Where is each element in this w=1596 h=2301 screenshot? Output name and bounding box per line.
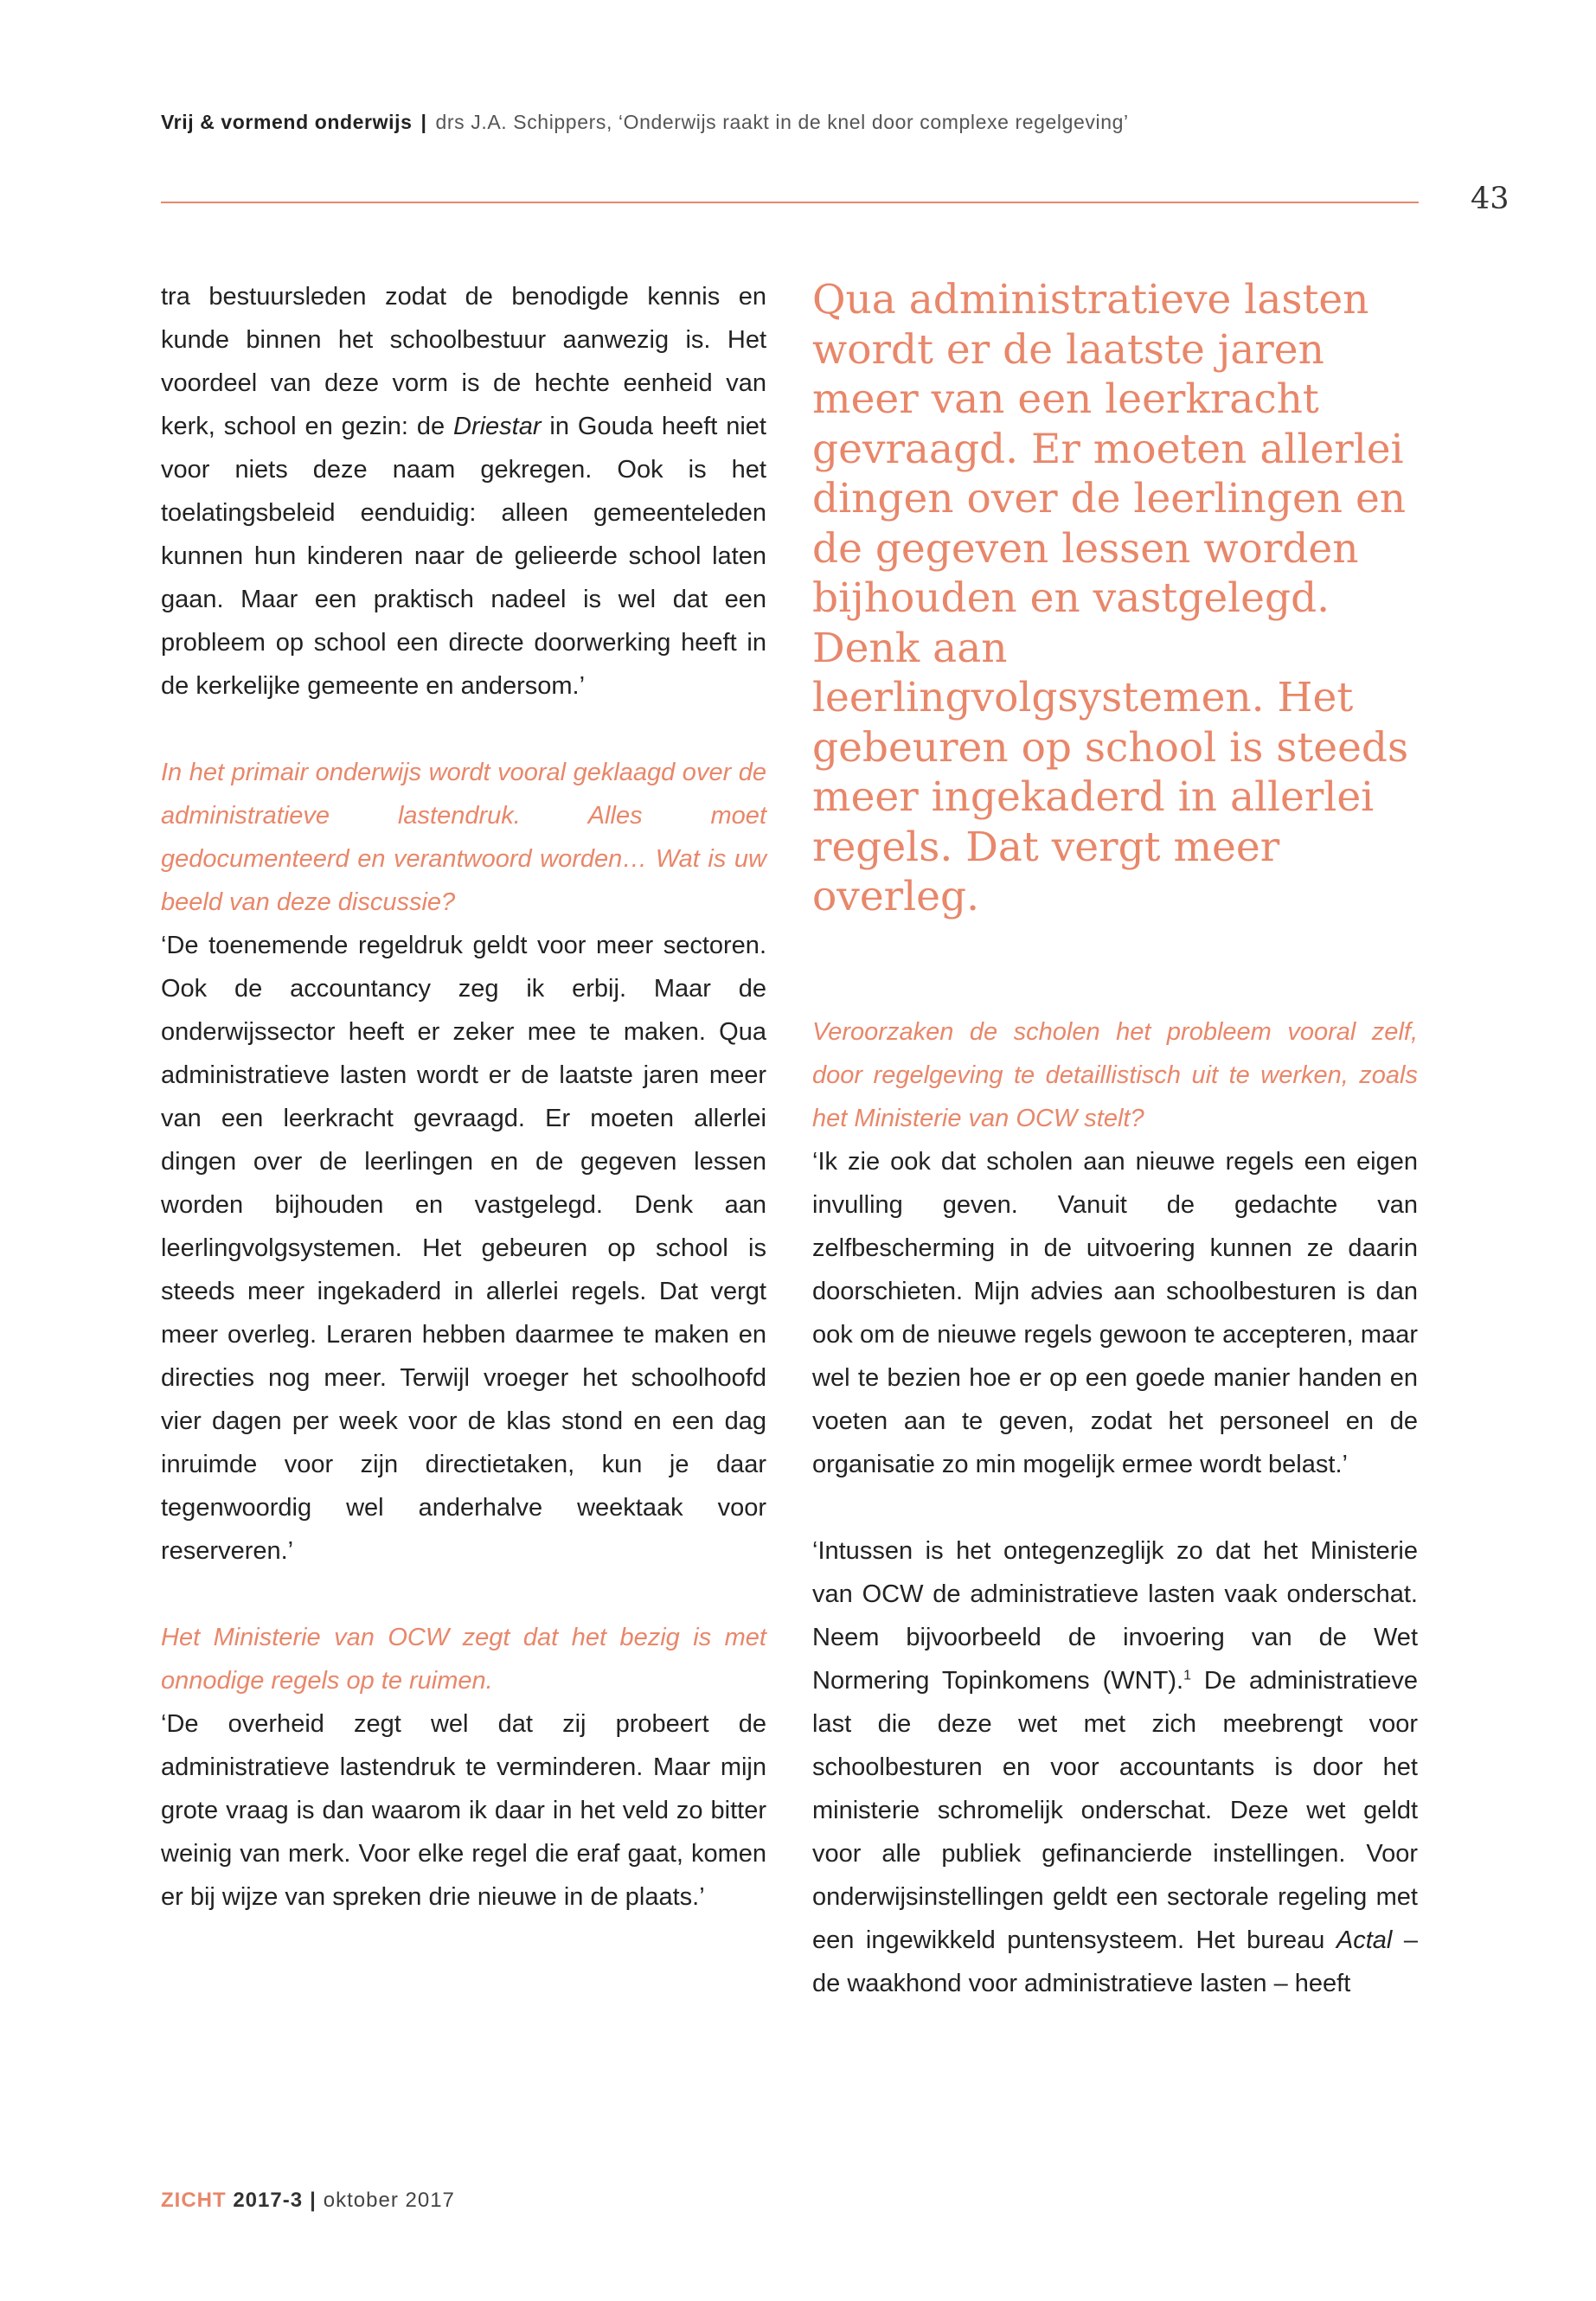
header-separator: |: [420, 111, 427, 133]
pull-quote: Qua administratieve lasten wordt er de laatste jaren meer van een leerkracht gevraagd. Er moeten allerlei dingen over de leerlingen en de gegeven lessen worden bijhouden en vastgelegd. Denk aan leerlingvolgsystemen. Het gebeuren op school is steeds meer ingekaderd in allerlei regels. Dat vergt meer overleg.: [812, 276, 1409, 920]
interview-question: Veroorzaken de scholen het probleem vooral zelf, door regelgeving te detaillistisch uit te werken, zoals het Ministerie van OCW stelt?: [812, 1017, 1418, 1132]
magazine-name: ZICHT: [161, 2189, 227, 2212]
left-column: [161, 275, 766, 1919]
paragraph-text: – de waakhond voor administratieve lasten – heeft: [812, 1926, 1418, 1997]
issue-date: oktober 2017: [323, 2189, 455, 2212]
paragraph-text: ‘Intussen is het ontegenzeglijk zo dat het Ministerie van OCW de administratieve lasten vaak onderschat. Neem bijvoorbeeld de invoering van de Wet Normering Topinkomens (WNT).: [812, 1536, 1418, 1695]
paragraph-text: in Gouda heeft niet voor niets deze naam gekregen. Ook is het toelatingsbeleid eenduidig: alleen gemeenteleden kunnen hun kinderen naar de gelieerde school laten gaan. Maar een praktisch nadeel is wel dat een probleem op school een directe doorwerking heeft in de kerkelijke gemeente en andersom.’: [161, 413, 766, 700]
paragraph-text: De administratieve last die deze wet met zich meebrengt voor schoolbesturen en voor accountants is door het ministerie schromelijk onderschat. Deze wet geldt voor alle publiek gefinancierde instellingen. Voor onderwijsinstellingen geldt een sectorale regeling met een ingewikkeld puntensysteem. Het bureau: [812, 1666, 1419, 1954]
interview-answer: ‘De toenemende regeldruk geldt voor meer sectoren. Ook de accountancy zeg ik erbij. Maar de onderwijssector heeft er zeker mee te maken. Qua administratieve lasten wordt er de laatste jaren meer van een leerkracht gevraagd. Er moeten allerlei dingen over de leerlingen en de gegeven lessen worden bijhouden en vastgelegd. Denk aan leerlingvolgsystemen. Het gebeuren op school is steeds meer ingekaderd in allerlei regels. Dat vergt meer overleg. Leraren hebben daarmee te maken en directies nog meer. Terwijl vroeger het schoolhoofd vier dagen per week voor de klas stond en een dag inruimde voor zijn directietaken, kun je daar tegenwoordig wel anderhalve weektaak voor reserveren.’: [161, 932, 766, 1565]
interview-question: In het primair onderwijs wordt vooral geklaagd over de administratieve lastendruk. Alles moet gedocumenteerd en verantwoord worden… Wat is uw beeld van deze discussie?: [161, 759, 766, 916]
right-column: [812, 275, 1418, 2005]
emphasis-driestar: Driestar: [453, 413, 542, 440]
footer-separator: |: [310, 2189, 317, 2212]
interview-question: Het Ministerie van OCW zegt dat het bezig is met onnodige regels op te ruimen.: [161, 1624, 766, 1695]
header-rule: [161, 202, 1419, 203]
issue-number: 2017-3: [233, 2189, 304, 2212]
interview-answer: ‘Ik zie ook dat scholen aan nieuwe regels een eigen invulling geven. Vanuit de gedachte van zelfbescherming in de uitvoering kunnen ze daarin doorschieten. Mijn advies aan schoolbesturen is dan ook om de nieuwe regels gewoon te accepteren, maar wel te bezien hoe er op een goede manier handen en voeten aan te geven, zodat het personeel en de organisatie zo min mogelijk ermee wordt belast.’: [812, 1147, 1418, 1478]
emphasis-actal: Actal: [1336, 1926, 1393, 1954]
interview-paragraph: [812, 1529, 1418, 2005]
article-title: drs J.A. Schippers, ‘Onderwijs raakt in de knel door complexe regelgeving’: [435, 111, 1129, 133]
paragraph-text: tra bestuursleden zodat de benodigde kennis en kunde binnen het schoolbestuur aanwezig is. Het voordeel van deze vorm is de hechte eenheid van kerk, school en gezin: de: [161, 283, 766, 440]
footnote-marker[interactable]: 1: [1183, 1667, 1191, 1682]
page-number: 43: [1471, 182, 1509, 216]
running-header: [161, 111, 1424, 134]
paragraph-continuation: [161, 275, 766, 708]
interview-answer: ‘De overheid zegt wel dat zij probeert de administratieve lastendruk te verminderen. Maar mijn grote vraag is dan waarom ik daar in het veld zo bitter weinig van merk. Voor elke regel die eraf gaat, komen er bij wijze van spreken drie nieuwe in de plaats.’: [161, 1710, 766, 1911]
section-title: Vrij & vormend onderwijs: [161, 111, 413, 133]
page-footer: [161, 2189, 455, 2213]
